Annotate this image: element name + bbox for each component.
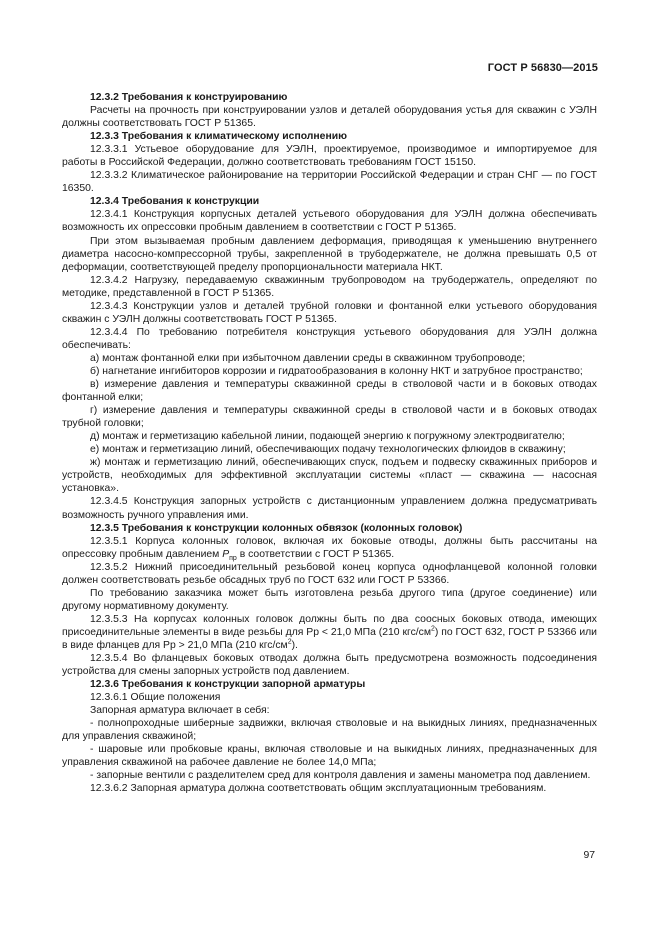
paragraph: 12.3.4.3 Конструкции узлов и деталей трубной головки и фонтанной елки устьевого оборудования скважин с УЭЛН должны соответствовать ГОСТ Р 51365. — [62, 300, 597, 325]
paragraph — [62, 613, 597, 652]
paragraph: д) монтаж и герметизацию кабельной линии, подающей энергию к погружному электродвигателю; — [90, 431, 565, 443]
section-heading: 12.3.5 Требования к конструкции колонных обвязок (колонных головок) — [90, 522, 463, 534]
paragraph: 12.3.6.2 Запорная арматура должна соответствовать общим эксплуатационным требованиям. — [90, 783, 547, 795]
document-body — [62, 91, 597, 796]
paragraph: 12.3.4.2 Нагрузку, передаваемую скважинным трубопроводом на трубодержатель, определяют по методике, представленной в ГОСТ Р 51365. — [62, 274, 597, 299]
section-heading: 12.3.2 Требования к конструированию — [90, 92, 288, 103]
paragraph: в) измерение давления и температуры скважинной среды в стволовой части и в боковых отводах фонтанной елки; — [62, 379, 597, 404]
text-run: ). — [291, 639, 298, 651]
paragraph: - запорные вентили с разделителем сред для контроля давления и замены манометра под давлением. — [90, 770, 591, 782]
paragraph: - шаровые или пробковые краны, включая стволовые и на выкидных линиях, предназначенных для управления скважиной на рабочее давление не более 14,0 МПа; — [62, 744, 597, 769]
text-run: пр — [229, 554, 237, 562]
section-heading: 12.3.4 Требования к конструкции — [90, 196, 260, 208]
paragraph: По требованию заказчика может быть изготовлена резьба другого типа (другое соединение) или другому нормативному документу. — [62, 587, 597, 612]
paragraph: ж) монтаж и герметизацию линий, обеспечивающих спуск, подъем и подвеску скважинных приборов и устройств, необходимых для эффективной эксплуатации системы «пласт — скважина — насосная установка». — [62, 457, 597, 495]
paragraph: а) монтаж фонтанной елки при избыточном давлении среды в скважинном трубопроводе; — [90, 352, 526, 364]
standard-designation: ГОСТ Р 56830—2015 — [487, 62, 598, 74]
paragraph: 12.3.4.5 Конструкция запорных устройств с дистанционным управлением должна предусматривать возможность ручного управления ими. — [62, 496, 597, 521]
section-heading: 12.3.6 Требования к конструкции запорной арматуры — [90, 679, 366, 691]
paragraph: 12.3.3.1 Устьевое оборудование для УЭЛН, проектируемое, производимое и импортируемое для работы в Российской Федерации, должно соответствовать требованиям ГОСТ 15150. — [62, 144, 597, 169]
text-run: в соответствии с ГОСТ Р 51365. — [236, 548, 395, 560]
paragraph: 12.3.6.1 Общие положения — [90, 692, 221, 704]
paragraph: 12.3.4.1 Конструкция корпусных деталей устьевого оборудования для УЭЛН должна обеспечивать возможность их опрессовки пробным давлением в соответствии с ГОСТ Р 51365. — [62, 209, 597, 234]
section-heading: 12.3.3 Требования к климатическому исполнению — [90, 131, 347, 143]
paragraph: 12.3.4.4 По требованию потребителя конструкция устьевого оборудования для УЭЛН должна обеспечивать: — [62, 326, 597, 351]
paragraph: Запорная арматура включает в себя: — [90, 705, 270, 717]
text-run: ) по ГОСТ 632, ГОСТ Р 53366 или в виде фланцев для Рр > 21,0 МПа (210 кгс/см — [62, 626, 597, 651]
paragraph: При этом вызываемая пробным давлением деформация, приводящая к уменьшению внутреннего диаметра насосно-компрессорной трубы, закрепленной в трубодержателе, не должна превышать 0,5 от деформации, соответствующей пределу пропорциональности материала НКТ. — [62, 235, 597, 273]
paragraph: - полнопроходные шиберные задвижки, включая стволовые и на выкидных линиях, предназначенных для управления скважиной; — [62, 718, 597, 743]
page-number: 97 — [583, 850, 595, 861]
text-run: 2 — [287, 638, 292, 646]
paragraph: 12.3.5.4 Во фланцевых боковых отводах должна быть предусмотрена возможность подсоединения устройства для смены запорных устройств под давлением. — [62, 653, 597, 678]
paragraph — [62, 535, 597, 561]
paragraph: Расчеты на прочность при конструировании узлов и деталей оборудования устья для скважин с УЭЛН должны соответствовать ГОСТ Р 51365. — [62, 105, 597, 130]
paragraph: е) монтаж и герметизацию линий, обеспечивающих подачу технологических флюидов в скважину; — [90, 444, 566, 456]
paragraph: г) измерение давления и температуры скважинной среды в стволовой части и в боковых отводах трубной головки; — [62, 405, 597, 430]
paragraph: 12.3.5.2 Нижний присоединительный резьбовой конец корпуса однофланцевой колонной головки должен соответствовать резьбе обсадных труб по ГОСТ 632 или ГОСТ Р 53366. — [62, 561, 597, 586]
paragraph: б) нагнетание ингибиторов коррозии и гидратообразования в колонну НКТ и затрубное пространство; — [90, 365, 583, 377]
text-run: 12.3.5.3 На корпусах колонных головок должны быть по два соосных боковых отвода, имеющих присоединительные элементы в виде резьбы для Рр < 21,0 МПа (210 кгс/см — [62, 613, 597, 638]
text-run: 12.3.5.1 Корпуса колонных головок, включая их боковые отводы, должны быть рассчитаны на опрессовку пробным давлением — [62, 535, 597, 560]
paragraph: 12.3.3.2 Климатическое районирование на территории Российской Федерации и стран СНГ — по ГОСТ 16350. — [62, 170, 597, 195]
text-run: 2 — [431, 625, 435, 633]
text-run: P — [222, 548, 230, 560]
